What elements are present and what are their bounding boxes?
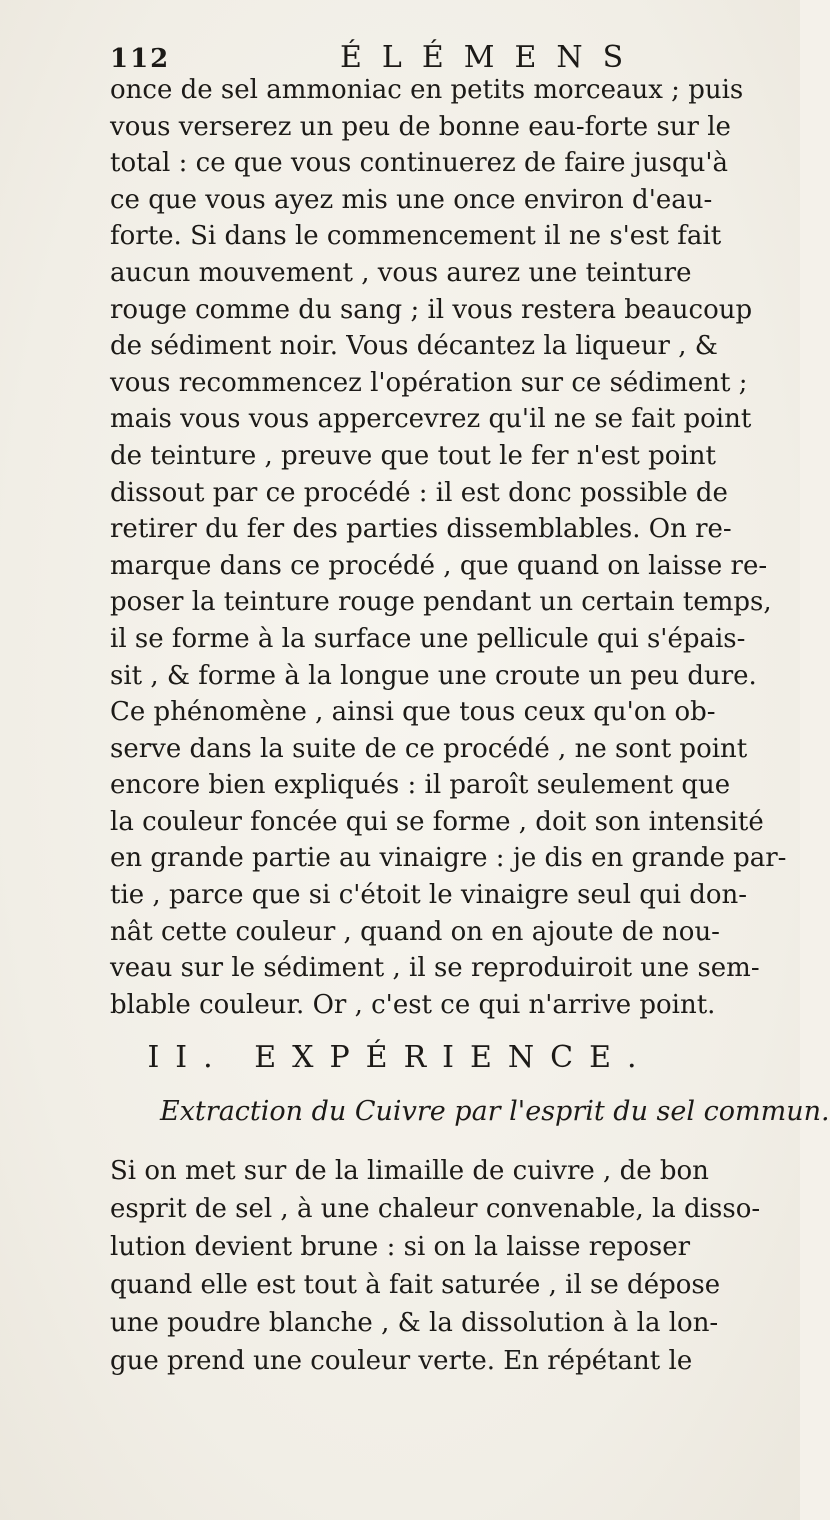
text-line: de teinture , preuve que tout le fer n'est point (110, 440, 716, 471)
text-line: sit , & forme à la longue une croute un peu dure. (110, 660, 757, 691)
text-line: vous verserez un peu de bonne eau-forte sur le (110, 111, 731, 142)
text-line: vous recommencez l'opération sur ce sédiment ; (110, 367, 748, 398)
text-line: total : ce que vous continuerez de faire jusqu'à (110, 148, 728, 179)
text-line: nât cette couleur , quand on en ajoute de nou- (110, 916, 720, 947)
paragraph-continuation (110, 72, 787, 1023)
text-line: Si on met sur de la limaille de cuivre , de bon (110, 1156, 709, 1186)
text-line: once de sel ammoniac en petits morceaux ; puis (110, 75, 744, 105)
text-line: Ce phénomène , ainsi que tous ceux qu'on ob- (110, 697, 716, 728)
text-line: tie , parce que si c'étoit le vinaigre seul qui don- (110, 880, 748, 911)
text-line: dissout par ce procédé : il est donc possible de (110, 477, 728, 508)
text-line: gue prend une couleur verte. En répétant le (110, 1346, 693, 1376)
paragraph-extraction (110, 1152, 761, 1380)
text-line: quand elle est tout à fait saturée , il se dépose (110, 1270, 721, 1300)
text-line: marque dans ce procédé , que quand on laisse re- (110, 550, 768, 581)
page-number: 112 (110, 44, 171, 74)
section-subtitle: Extraction du Cuivre par l'esprit du sel commun. (160, 1096, 830, 1127)
text-line: rouge comme du sang ; il vous restera beaucoup (110, 294, 753, 325)
text-line: poser la teinture rouge pendant un certain temps, (110, 587, 772, 618)
text-line: ce que vous ayez mis une once environ d'eau- (110, 184, 713, 215)
text-line: forte. Si dans le commencement il ne s'est fait (110, 221, 722, 252)
text-line: veau sur le sédiment , il se reproduiroit une sem- (110, 953, 760, 984)
text-line: retirer du fer des parties dissemblables. On re- (110, 514, 732, 545)
text-line: serve dans la suite de ce procédé , ne sont point (110, 733, 748, 764)
text-line: lution devient brune : si on la laisse reposer (110, 1232, 691, 1262)
running-title: ÉLÉMENS (340, 40, 644, 75)
section-heading: II. EXPÉRIENCE. (147, 1040, 653, 1075)
text-line: il se forme à la surface une pellicule qui s'épais- (110, 623, 746, 654)
text-line: mais vous vous appercevrez qu'il ne se fait point (110, 404, 752, 435)
text-line: encore bien expliqués : il paroît seulement que (110, 770, 731, 801)
text-line: aucun mouvement , vous aurez une teinture (110, 257, 692, 288)
text-line: de sédiment noir. Vous décantez la liqueur , & (110, 331, 718, 362)
text-line: blable couleur. Or , c'est ce qui n'arrive point. (110, 989, 716, 1020)
text-line: esprit de sel , à une chaleur convenable, la disso- (110, 1194, 761, 1224)
text-line: une poudre blanche , & la dissolution à la lon- (110, 1308, 719, 1338)
text-line: la couleur foncée qui se forme , doit son intensité (110, 806, 764, 837)
text-line: en grande partie au vinaigre : je dis en grande par- (110, 843, 787, 874)
